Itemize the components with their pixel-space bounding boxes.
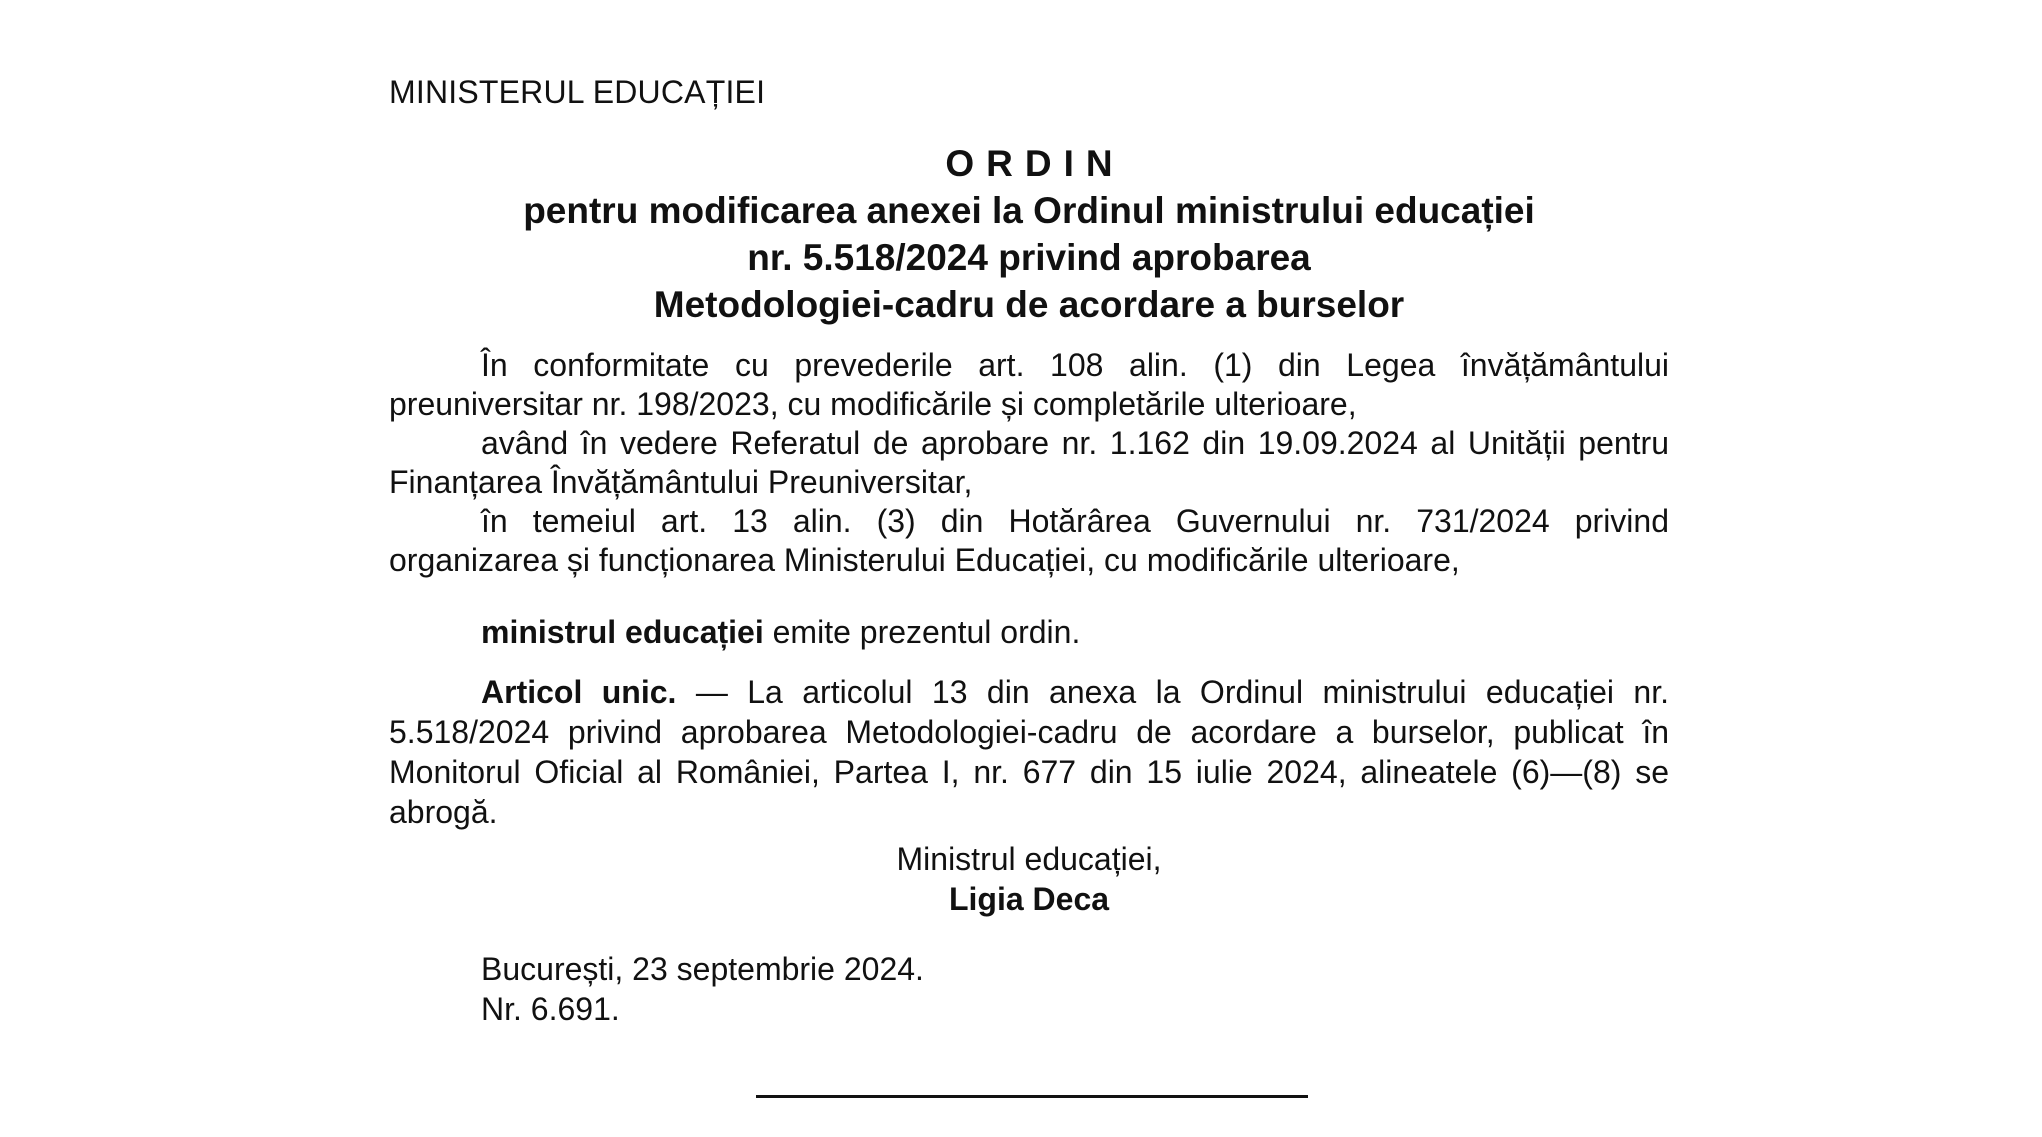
article-unique [389, 672, 1669, 832]
article-text: — La articolul 13 din anexa la Ordinul ministrului educației nr. 5.518/2024 privind aprobarea Metodologiei-cadru de acordare a burselor, publicat în Monitorul Oficial al României, Partea I, nr. 677 din 15 iulie 2024, alineatele (6)—(8) se abrogă. [389, 674, 1669, 830]
issuing-authority: MINISTERUL EDUCAȚIEI [389, 74, 766, 110]
order-title-line-2: nr. 5.518/2024 privind aprobarea [747, 237, 1311, 278]
preamble-paragraph-3: în temeiul art. 13 alin. (3) din Hotărârea Guvernului nr. 731/2024 privind organizarea și funcționarea Ministerului Educației, cu modificările ulterioare, [389, 503, 1669, 578]
emitting-authority: ministrul educației [481, 614, 764, 650]
order-title-word: ORDIN [945, 143, 1125, 184]
order-number: Nr. 6.691. [481, 991, 620, 1027]
signatory-name: Ligia Deca [948, 881, 1110, 917]
article-label: Articol unic. [481, 674, 677, 710]
order-title-line-1: pentru modificarea anexei la Ordinul ministrului educației [523, 190, 1535, 231]
issue-info [481, 949, 924, 1029]
preamble [389, 346, 1669, 580]
document-page [389, 0, 1669, 1137]
signature-block [389, 839, 1669, 919]
preamble-paragraph-1: În conformitate cu prevederile art. 108 alin. (1) din Legea învățământului preuniversitar nr. 198/2023, cu modificările și completările ulterioare, [389, 347, 1669, 422]
signatory-role: Ministrul educației, [896, 841, 1162, 877]
order-title [389, 140, 1669, 328]
place-and-date: București, 23 septembrie 2024. [481, 951, 924, 987]
emitting-formula [481, 612, 1080, 652]
order-title-line-3: Metodologiei-cadru de acordare a burselor [653, 284, 1405, 325]
emitting-text: emite prezentul ordin. [763, 614, 1081, 650]
end-divider [756, 1095, 1308, 1098]
preamble-paragraph-2: având în vedere Referatul de aprobare nr. 1.162 din 19.09.2024 al Unității pentru Finanțarea Învățământului Preuniversitar, [389, 425, 1669, 500]
